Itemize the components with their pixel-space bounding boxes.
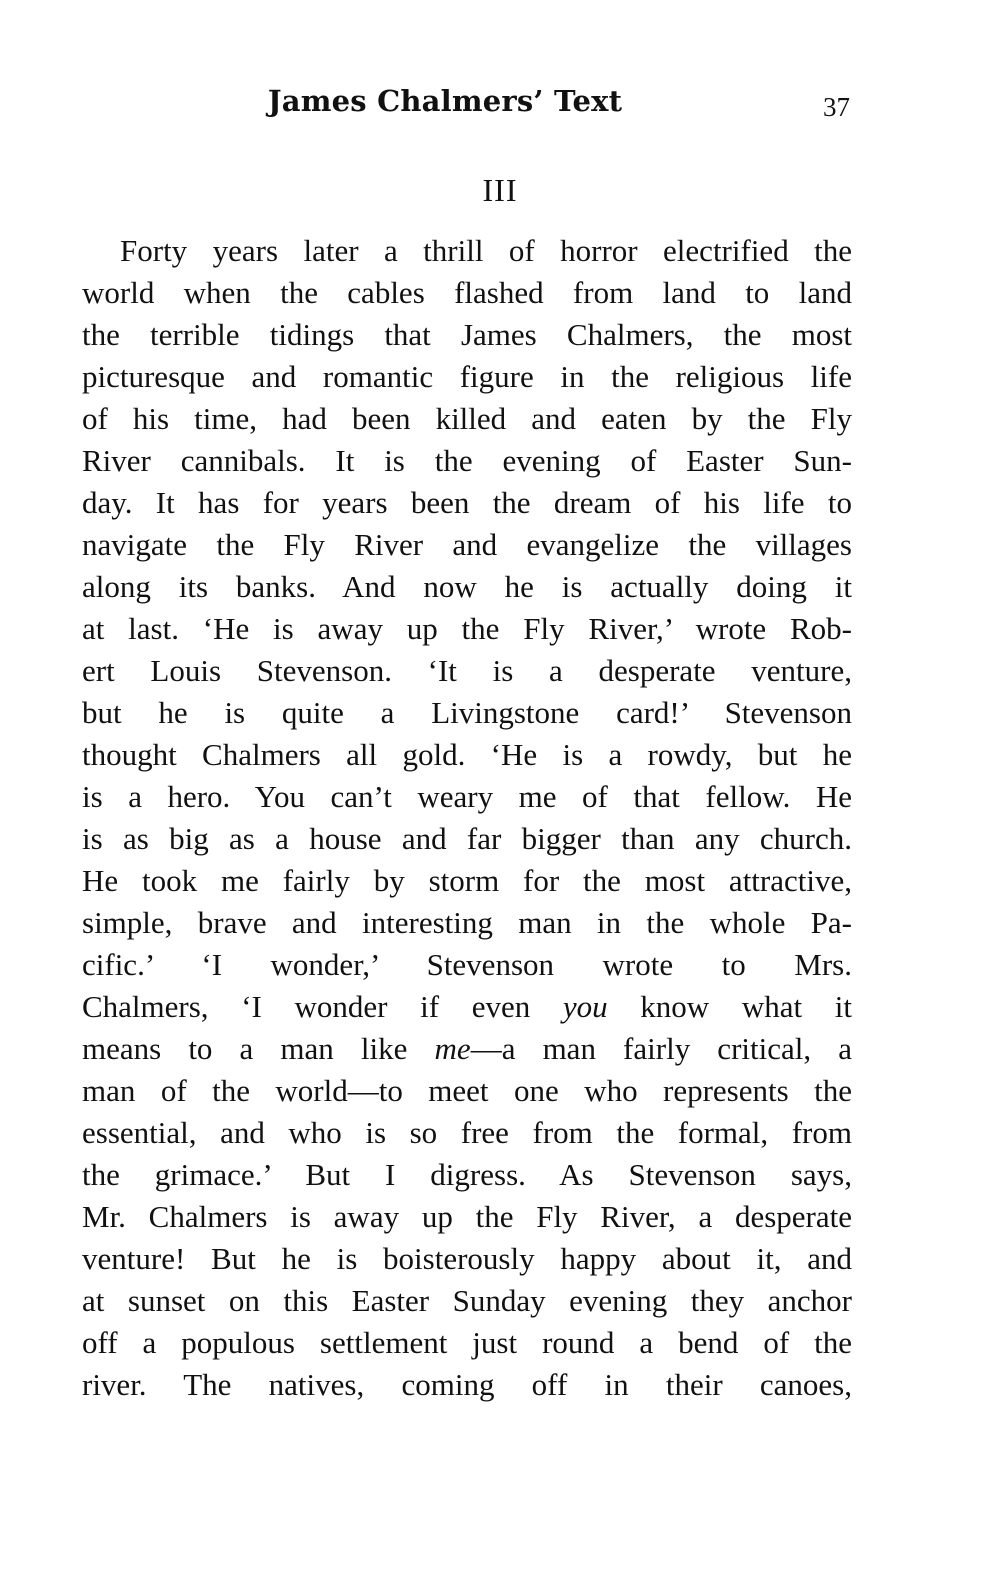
text-line: navigate the Fly River and evangelize the villages (82, 527, 852, 562)
page-number: 37 (823, 92, 850, 122)
text-line: at sunset on this Easter Sunday evening they anchor (82, 1283, 852, 1318)
text-line: along its banks. And now he is actually doing it (82, 569, 852, 604)
emphasis-you: you (562, 989, 608, 1024)
emphasis-me: me (434, 1031, 471, 1066)
text-line: man of the world—to meet one who represents the (82, 1073, 852, 1108)
text-line: but he is quite a Livingstone card!’ Stevenson (82, 695, 852, 730)
text-line: off a populous settlement just round a bend of the (82, 1325, 852, 1360)
text-line: river. The natives, coming off in their canoes, (82, 1367, 852, 1402)
text-line-after: —a man fairly critical, a (470, 1031, 852, 1066)
body-text (82, 230, 852, 1406)
text-line-before: Chalmers, ‘I wonder if even (82, 989, 563, 1024)
text-line-after: know what it (607, 989, 852, 1024)
text-line: simple, brave and interesting man in the whole Pa- (82, 905, 852, 940)
text-line: picturesque and romantic figure in the religious life (82, 359, 852, 394)
text-line: world when the cables flashed from land to land (82, 275, 852, 310)
text-line: ert Louis Stevenson. ‘It is a desperate venture, (82, 653, 852, 688)
text-line: Mr. Chalmers is away up the Fly River, a desperate (82, 1199, 852, 1234)
running-title: James Chalmers’ Text (267, 84, 623, 118)
text-line: thought Chalmers all gold. ‘He is a rowdy, but he (82, 737, 852, 772)
text-line: of his time, had been killed and eaten by the Fly (82, 401, 852, 436)
text-line: the grimace.’ But I digress. As Stevenson says, (82, 1157, 852, 1192)
text-line: He took me fairly by storm for the most attractive, (82, 863, 852, 898)
running-head (0, 84, 1000, 128)
text-line: at last. ‘He is away up the Fly River,’ wrote Rob- (82, 611, 852, 646)
section-number: III (482, 172, 518, 208)
text-line: Forty years later a thrill of horror electrified the (120, 233, 852, 268)
text-line (82, 986, 852, 1028)
text-line: is a hero. You can’t weary me of that fellow. He (82, 779, 852, 814)
text-line-before: means to a man like (82, 1031, 435, 1066)
text-line (82, 1028, 852, 1070)
text-line: River cannibals. It is the evening of Easter Sun- (82, 443, 852, 478)
text-line: essential, and who is so free from the formal, from (82, 1115, 852, 1150)
text-line: day. It has for years been the dream of his life to (82, 485, 852, 520)
text-line: venture! But he is boisterously happy about it, and (82, 1241, 852, 1276)
text-line: cific.’ ‘I wonder,’ Stevenson wrote to Mrs. (82, 947, 852, 982)
text-line: is as big as a house and far bigger than any church. (82, 821, 852, 856)
text-line: the terrible tidings that James Chalmers, the most (82, 317, 852, 352)
